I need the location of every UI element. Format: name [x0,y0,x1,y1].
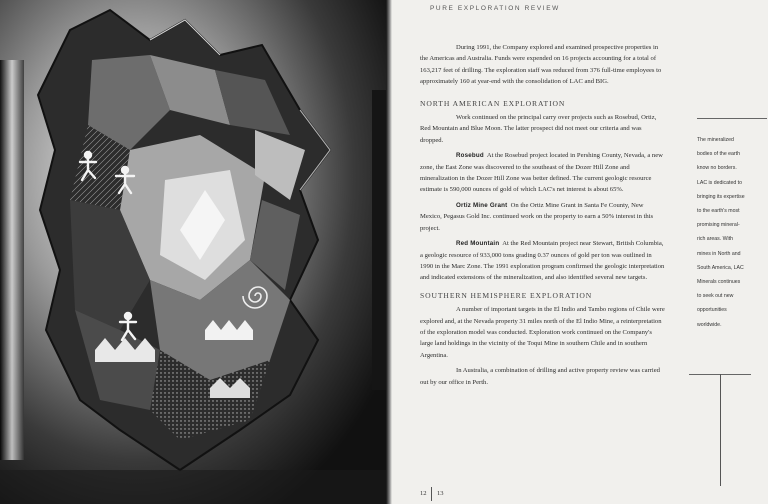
sidebar-vertical-rule [720,374,721,486]
sidebar-line: mines in North and [697,250,741,257]
southern-paragraph-1: A number of important targets in the El Indio and Tambo regions of Chile were explored and, at the Nevada property 31 miles north of the El Indio Mine, a reinterpretation of the exploration model was conducted. Exploration work continued on the Company's large land holdings in the vicinity of the Toqui Mine in southern Chile and in southern Argentina. [420,306,665,359]
sidebar-line: bodies of the earth [697,151,740,158]
main-text-column [420,42,666,392]
ortiz-text: On the Ortiz Mine Grant in Santa Fe County, New Mexico, Pegasus Gold Inc. continued work on the property to earn a 50% interest in this project. [420,201,654,232]
north-american-heading: NORTH AMERICAN EXPLORATION [420,98,566,108]
sidebar-line: South America, LAC [697,264,744,271]
ortiz-label: Ortiz Mine Grant [456,201,508,209]
sidebar-line: opportunities [697,307,727,314]
ortiz-paragraph [420,200,666,234]
sidebar-line: LAC is dedicated to [697,179,742,186]
sidebar-top-rule [697,118,767,119]
red-mountain-paragraph [420,238,666,284]
red-mountain-label: Red Mountain [456,240,500,248]
intro-paragraph: During 1991, the Company explored and examined prospective properties in the Americas and Australia. Funds were expended on 16 projects accounting for a total of 163,217 feet of drilling. The exploration staff was reduced from 376 full-time employees to approximately 160 at year-end with the consolidation of LAC and BIG. [420,44,662,86]
sidebar-line: to the earth's most [697,208,740,215]
zigzag-pattern-icon [95,338,155,362]
sidebar-line: Minerals continues [697,279,741,286]
red-mountain-text: At the Red Mountain project near Stewart, British Columbia, a geologic resource of 933,000 tons grading 0.37 ounces of gold per ton was outlined in 1990 in the Marc Zone. The 1991 exploration program confirmed the geologic interpretation and indicated extensions of the mineralization, and also identified several new targets. [420,240,665,282]
southern-paragraph-2: In Australia, a combination of drilling and active property review was carried out by our office in Perth. [420,367,660,386]
sidebar-line: to seek out new [697,293,734,300]
sidebar-line: promising mineral- [697,222,740,229]
sidebar-line: rich areas. With [697,236,734,243]
rosebud-text: At the Rosebud project located in Pershing County, Nevada, a new zone, the East Zone was discovered to the southeast of the Dozer Hill Zone and mineralization in the Dozer Hill Zone was better defined. The current geologic resource estimate is 590,000 ounces of gold of which LAC's net interest is about 65%. [420,152,663,194]
rosebud-label: Rosebud [456,152,484,160]
north-american-lead: Work continued on the principal carry over projects such as Rosebud, Ortiz, Red Mountain and Blue Moon. The latter prospect did not meet our criteria and was dropped. [420,114,657,144]
sidebar-line: The mineralized [697,137,734,143]
page-number-left: 12 [420,490,427,497]
southern-heading: SOUTHERN HEMISPHERE EXPLORATION [420,290,593,300]
sidebar-line: worldwide. [697,321,722,328]
rosebud-paragraph [420,150,666,196]
sidebar-line: bringing its expertise [697,193,745,200]
running-head: PURE EXPLORATION REVIEW [430,5,560,12]
sidebar-line: know no borders. [697,165,737,172]
page-number-right: 13 [437,490,444,497]
folio-divider [431,487,432,501]
sidebar-quote [697,133,759,332]
